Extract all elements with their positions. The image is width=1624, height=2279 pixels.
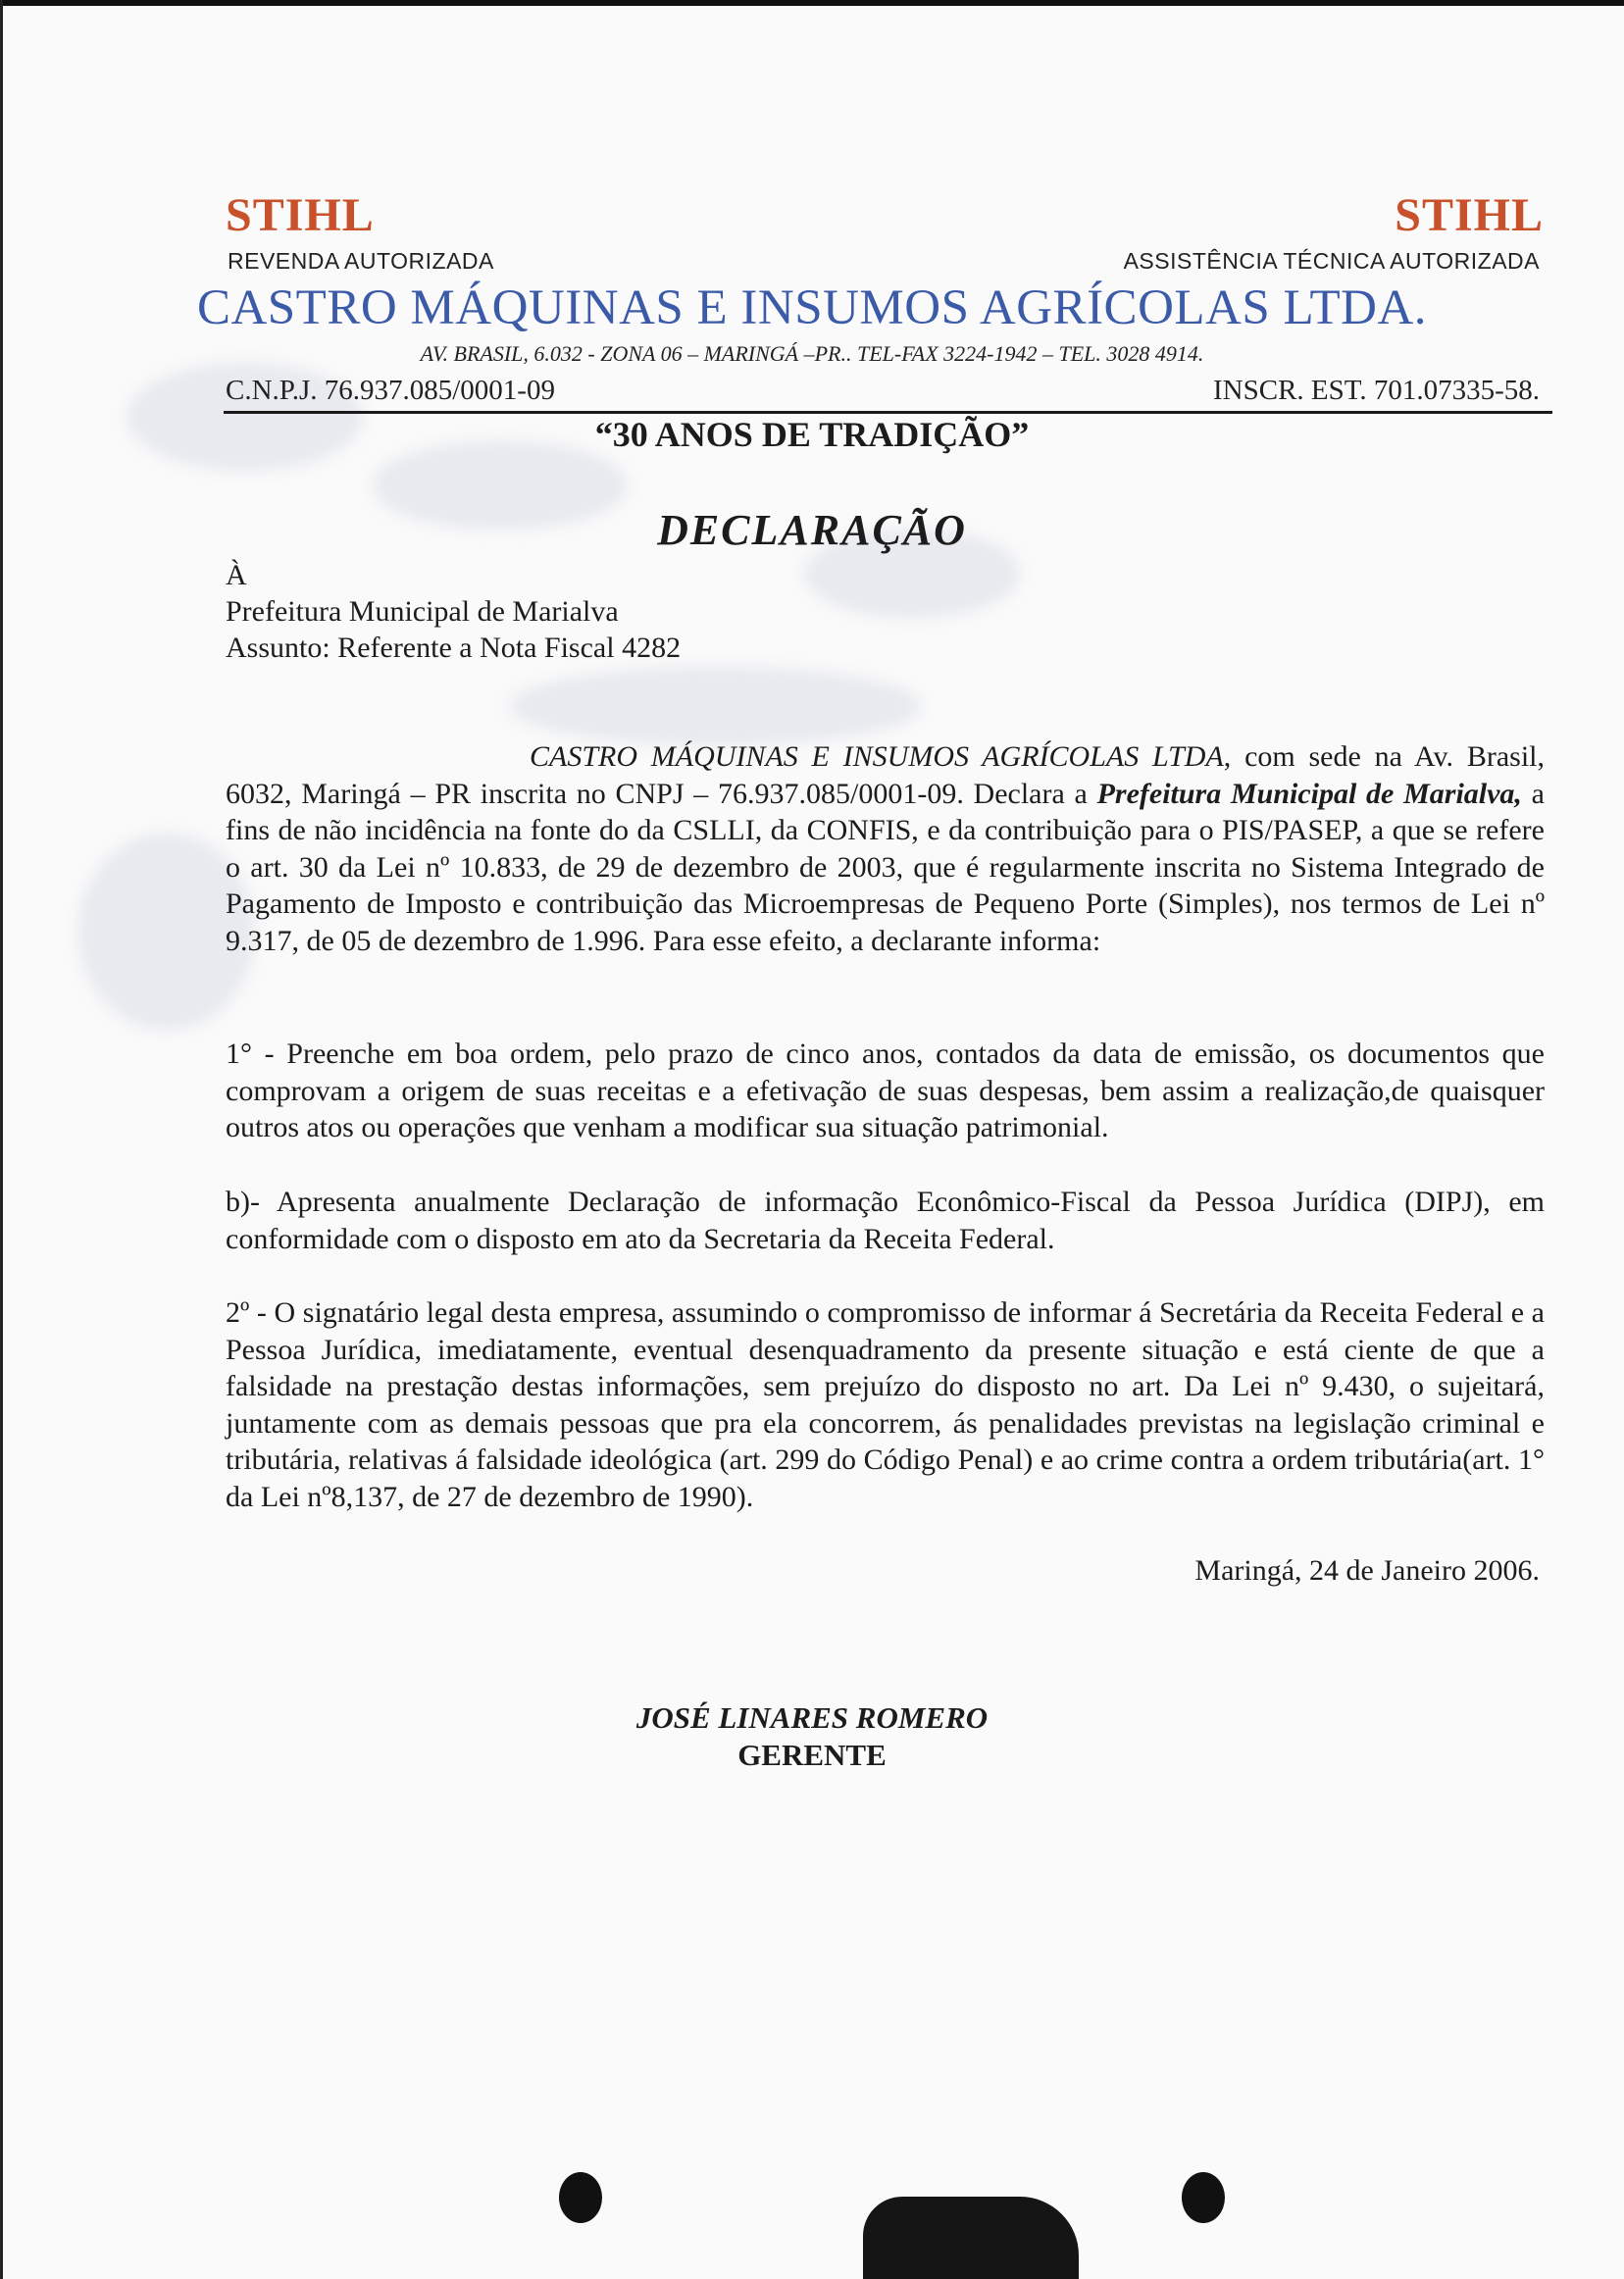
- subtitle-right: ASSISTÊNCIA TÉCNICA AUTORIZADA: [1123, 248, 1540, 274]
- punch-hole: [1182, 2172, 1225, 2223]
- recipient: Prefeitura Municipal de Marialva: [226, 595, 619, 628]
- item-b-text: b)- Apresenta anualmente Declaração de informação Econômico-Fiscal da Pessoa Jurídica (DIPJ), em conformidade com o disposto em ato da Secretaria da Receita Federal.: [226, 1186, 1545, 1255]
- company-name: CASTRO MÁQUINAS E INSUMOS AGRÍCOLAS LTDA.: [196, 280, 1428, 335]
- paragraph-declaration: [226, 738, 1545, 959]
- signer-role: GERENTE: [737, 1738, 887, 1772]
- paragraph-text: a fins de não incidência na fonte do da CSLLI, da CONFIS, e da contribuição para o PIS/PASEP, a que se refere o art. 30 da Lei nº 10.833, de 29 de dezembro de 2003, que é regularmente inscrita no Sistema Integrado de Pagamento de Imposto e contribuição das Microempresas de Pequeno Porte (Simples), nos termos de Lei nº 9.317, de 05 de dezembro de 1.996. Para esse efeito, a declarante informa:: [226, 777, 1545, 957]
- subtitle-left: REVENDA AUTORIZADA: [228, 248, 494, 274]
- date-line: Maringá, 24 de Janeiro 2006.: [1194, 1554, 1540, 1587]
- recipient-inline: Prefeitura Municipal de Marialva,: [1096, 777, 1522, 810]
- item-1-text: 1° - Preenche em boa ordem, pelo prazo de cinco anos, contados da data de emissão, os documentos que comprovam a origem de suas receitas e a efetivação de suas despesas, bem assim a realização,de quaisquer outros atos ou operações que venham a modificar sua situação patrimonial.: [226, 1038, 1545, 1143]
- document-title: DECLARAÇÃO: [657, 506, 967, 554]
- item-1: [226, 1036, 1545, 1146]
- slogan: “30 ANOS DE TRADIÇÃO”: [594, 415, 1030, 454]
- recipient-prefix: À: [226, 559, 247, 591]
- signer-name: JOSÉ LINARES ROMERO: [635, 1700, 989, 1735]
- subject: Assunto: Referente a Nota Fiscal 4282: [226, 632, 682, 664]
- company-name-inline: CASTRO MÁQUINAS E INSUMOS AGRÍCOLAS LTDA: [530, 740, 1224, 773]
- item-b: [226, 1184, 1545, 1257]
- scan-shadow: [863, 2197, 1079, 2279]
- item-2-text: 2º - O signatário legal desta empresa, assumindo o compromisso de informar á Secretária da Receita Federal e a Pessoa Jurídica, imediatamente, eventual desenquadramento da presente situação e está ciente de que a falsidade na prestação destas informações, sem prejuízo do disposto no art. Da Lei nº 9.430, o sujeitará, juntamente com as demais pessoas que pra ela concorrem, ás penalidades previstas na legislação criminal e tributária, relativas á falsidade ideológica (art. 299 do Código Penal) e ao crime contra a ordem tributária(art. 1° da Lei nº8,137, de 27 de dezembro de 1990).: [226, 1296, 1545, 1513]
- item-2: [226, 1294, 1545, 1515]
- cnpj: C.N.P.J. 76.937.085/0001-09: [226, 375, 555, 406]
- stamp-smudge: [510, 667, 922, 745]
- scan-edge-top: [0, 0, 1624, 6]
- paragraph-text: , com sede na Av. Brasil, 6032, Maringá – PR inscrita no CNPJ – 76.937.085/0001-09. Declara a: [226, 740, 1545, 810]
- brand-left: STIHL: [226, 189, 375, 241]
- company-address: AV. BRASIL, 6.032 - ZONA 06 – MARINGÁ –PR.. TEL-FAX 3224-1942 – TEL. 3028 4914.: [420, 341, 1204, 366]
- punch-hole: [559, 2172, 602, 2223]
- recipient-block: [226, 557, 681, 666]
- inscr-est: INSCR. EST. 701.07335-58.: [1213, 375, 1540, 406]
- brand-right: STIHL: [1395, 189, 1544, 241]
- signature-block: [0, 1699, 1624, 1774]
